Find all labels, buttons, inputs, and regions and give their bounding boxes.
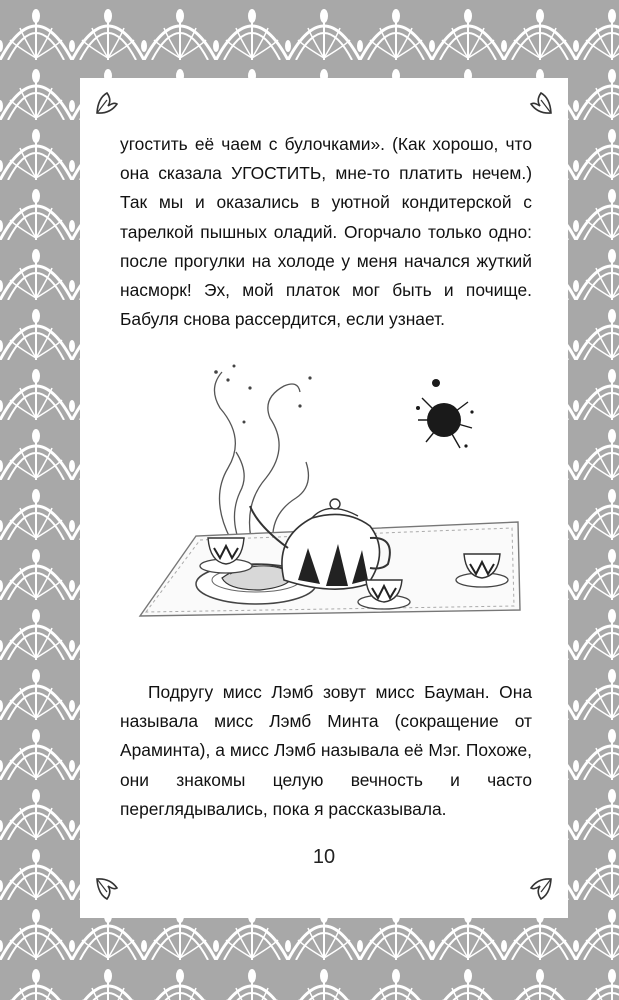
book-page	[80, 78, 568, 918]
leaf-ornament-icon	[528, 876, 554, 902]
ink-blot-icon	[416, 379, 474, 448]
leaf-ornament-icon	[528, 90, 554, 116]
tea-party-illustration	[100, 358, 548, 658]
paragraph-text: угостить её чаем с булочками». (Как хорошо, что она сказала УГОСТИТЬ, мне-то платить нечем.) Так мы и оказались в уютной кондитерской с тарелкой пышных оладий. Огорчало только одно: после прогулки на холоде у меня начался жуткий насморк! Эх, мой платок мог быть и почище. Бабуля снова рассердится, если узнает.	[120, 134, 532, 330]
paragraph-1	[120, 130, 532, 334]
leaf-ornament-icon	[94, 90, 120, 116]
page-number: 10	[312, 846, 336, 868]
paragraph-text: Подругу мисс Лэмб зовут мисс Бауман. Она называла мисс Лэмб Минта (сокращение от Араминта), а мисс Лэмб называла её Мэг. Похоже, они знакомы целую вечность и часто переглядывались, пока я рассказывала.	[120, 682, 532, 819]
leaf-ornament-icon	[94, 876, 120, 902]
paragraph-2	[120, 678, 532, 824]
